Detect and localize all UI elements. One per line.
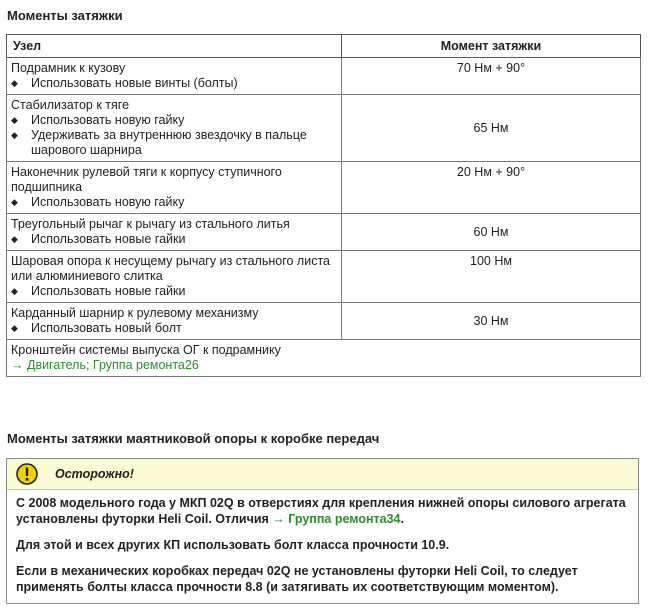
torque-value: 100 Нм (342, 251, 641, 303)
node-text: Карданный шарнир к рулевому механизму (11, 306, 259, 320)
bullet-icon: ◆ (11, 115, 18, 125)
warning-paragraph (16, 495, 631, 527)
torque-value: 20 Нм + 90° (342, 162, 641, 214)
node-text: Треугольный рычаг к рычагу из стального литья (11, 217, 290, 231)
bullet-icon: ◆ (11, 78, 18, 88)
torque-value: 65 Нм (342, 95, 641, 162)
warning-paragraph: Если в механических коробках передач 02Q не установлены футорки Heli Coil, то следует применять болты класса прочности 8.8 (и затягивать их соответствующим моментом). (16, 564, 578, 594)
bullet-text: Использовать новый болт (31, 321, 182, 335)
bullet-icon: ◆ (11, 234, 18, 244)
warning-icon (16, 463, 38, 485)
bullet-text: Использовать новую гайку (31, 113, 185, 127)
warning-text: С 2008 модельного года у МКП 02Q в отверстиях для крепления нижней опоры силового агрегата установлены футорки Heli Coil. Отличия (16, 496, 626, 526)
node-cell (7, 303, 342, 340)
bullet-icon: ◆ (11, 197, 18, 207)
section-title-torques: Моменты затяжки (7, 8, 123, 23)
bullet-text: Использовать новые винты (болты) (31, 76, 238, 90)
torque-table (6, 34, 641, 377)
bullet-text: Использовать новые гайки (31, 284, 186, 298)
bullet-text: Удерживать за внутреннюю звездочку в пальце шарового шарнира (31, 128, 307, 157)
warning-paragraph: Для этой и всех других КП использовать болт класса прочности 10.9. (16, 538, 450, 552)
column-header-torque: Момент затяжки (342, 35, 641, 58)
bullet-text: Использовать новые гайки (31, 232, 186, 246)
bullet-item (11, 76, 337, 91)
torque-value: 30 Нм (342, 303, 641, 340)
node-cell (7, 162, 342, 214)
node-text: Подрамник к кузову (11, 61, 126, 75)
node-cell (7, 251, 342, 303)
table-row (7, 251, 641, 303)
warning-box (6, 458, 639, 604)
bullet-text: Использовать новую гайку (31, 195, 185, 209)
bullet-icon: ◆ (11, 130, 18, 140)
table-row (7, 162, 641, 214)
node-cell (7, 58, 342, 95)
section-title-pendulum-mount: Моменты затяжки маятниковой опоры к коробке передач (7, 431, 380, 446)
bullet-item (11, 195, 337, 210)
warning-text-end: . (400, 512, 404, 526)
bullet-item (11, 321, 337, 336)
table-row (7, 214, 641, 251)
node-text: Стабилизатор к тяге (11, 98, 130, 112)
footer-cell (7, 340, 641, 377)
bullet-item (11, 128, 337, 158)
torque-value: 60 Нм (342, 214, 641, 251)
column-header-node: Узел (7, 35, 342, 58)
repair-group-link[interactable]: → Группа ремонта34 (272, 512, 401, 526)
node-text: Шаровая опора к несущему рычагу из стального листа или алюминиевого слитка (11, 254, 330, 283)
warning-body (16, 495, 631, 605)
footer-text: Кронштейн системы выпуска ОГ к подрамнику (11, 343, 281, 357)
node-cell (7, 95, 342, 162)
bullet-item (11, 284, 337, 299)
warning-header (7, 459, 638, 490)
node-cell (7, 214, 342, 251)
bullet-icon: ◆ (11, 286, 18, 296)
table-row (7, 303, 641, 340)
node-text: Наконечник рулевой тяги к корпусу ступичного подшипника (11, 165, 282, 194)
table-row (7, 95, 641, 162)
bullet-icon: ◆ (11, 323, 18, 333)
table-footer-row (7, 340, 641, 377)
repair-group-link[interactable]: → Двигатель; Группа ремонта26 (11, 358, 199, 372)
warning-title: Осторожно! (55, 467, 134, 481)
table-row (7, 58, 641, 95)
bullet-item (11, 113, 337, 128)
bullet-item (11, 232, 337, 247)
table-header-row (7, 35, 641, 58)
torque-value: 70 Нм + 90° (342, 58, 641, 95)
